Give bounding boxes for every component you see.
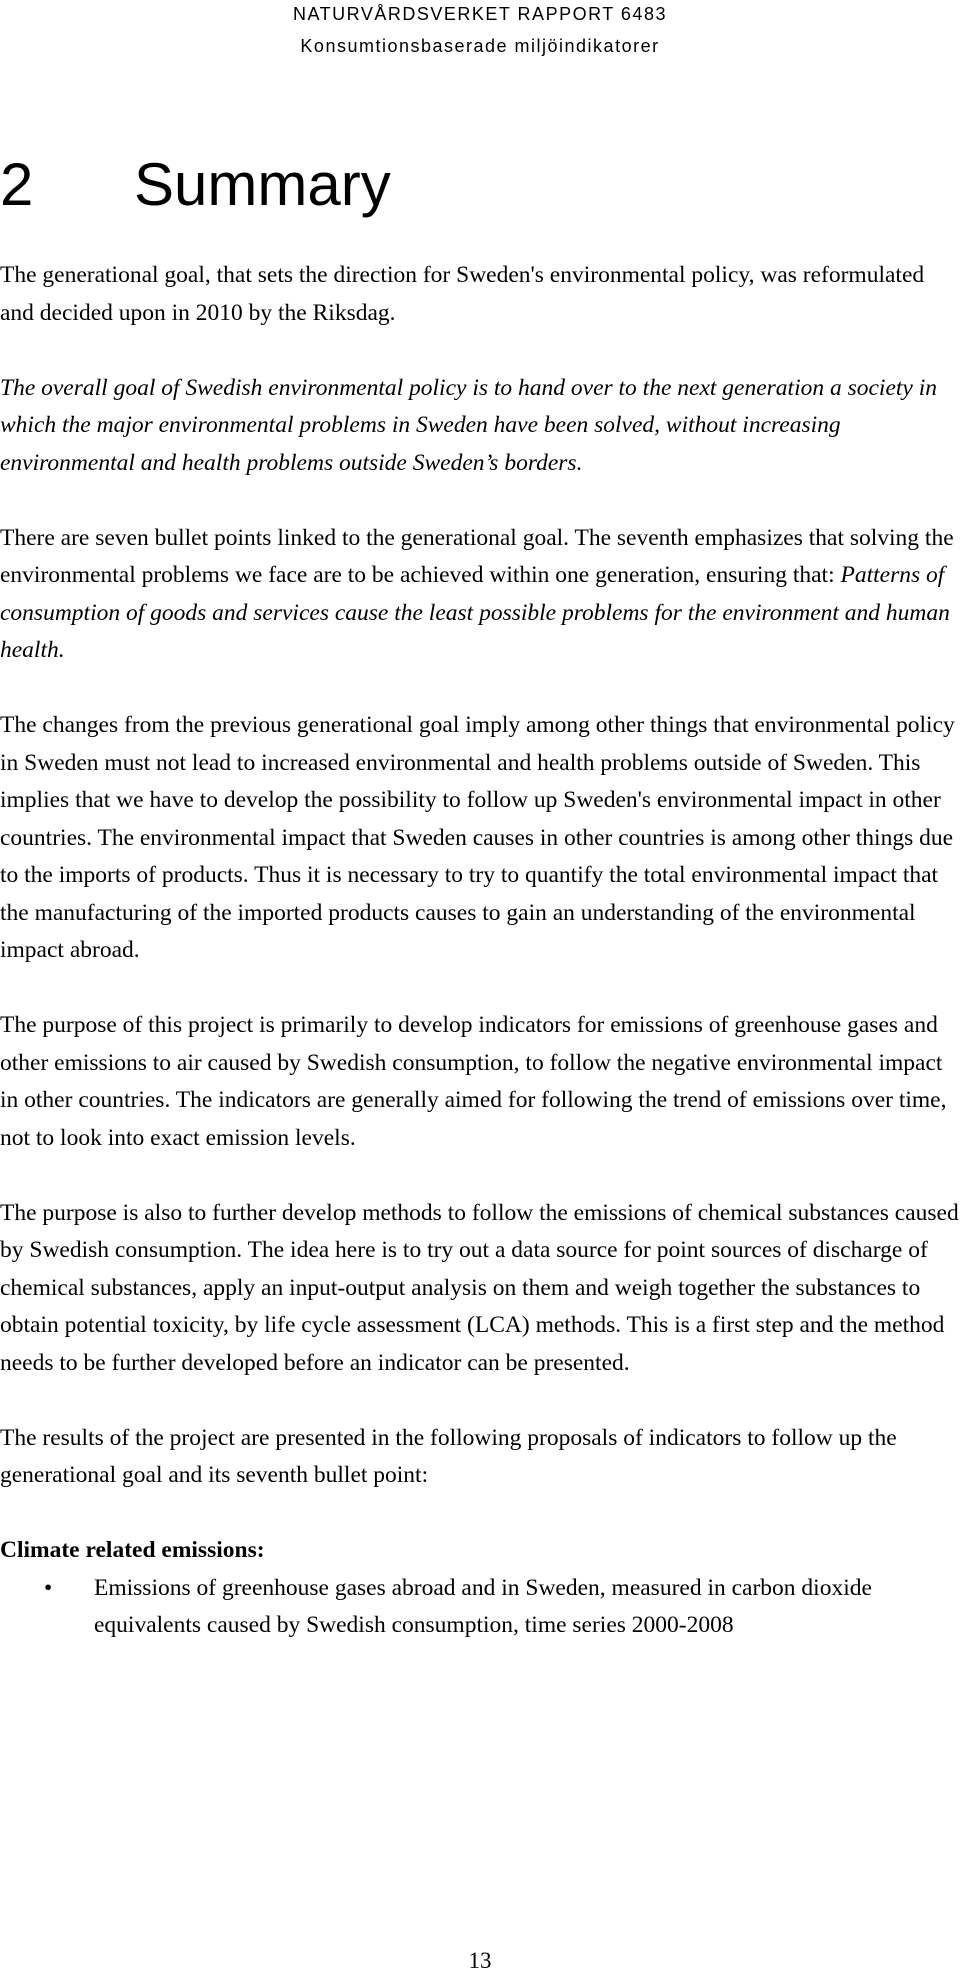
section-heading <box>0 150 391 220</box>
paragraph-purpose: The purpose of this project is primarily to develop indicators for emissions of greenhouse gases and other emissions to air caused by Swedish consumption, to follow the negative environmental impact in other countries. The indicators are generally aimed for following the trend of emissions over time, not to look into exact emission levels. <box>0 1012 947 1151</box>
paragraph-generational-goal: The generational goal, that sets the direction for Sweden's environmental policy, was reformulated and decided upon in 2010 by the Riksdag. <box>0 262 925 326</box>
paragraph-purpose-chemical: The purpose is also to further develop methods to follow the emissions of chemical substances caused by Swedish consumption. The idea here is to try out a data source for point sources of discharge of chemical substances, apply an input-output analysis on them and weigh together the substances to obtain potential toxicity, by life cycle assessment (LCA) methods. This is a first step and the method needs to be further developed before an indicator can be presented. <box>0 1199 959 1376</box>
page-number: 13 <box>468 1948 492 1973</box>
seventh-bullet-quote: Patterns of consumption of goods and services cause the least possible problems for the environment and human health. <box>0 562 950 663</box>
seven-bullets-text: There are seven bullet points linked to the generational goal. The seventh emphasizes that solving the environmental problems we face are to be achieved within one generation, ensuring that: <box>0 524 954 588</box>
list-item <box>0 1570 960 1645</box>
body-text <box>0 257 960 1645</box>
section-title: Summary <box>134 151 391 218</box>
list-item-text: Emissions of greenhouse gases abroad and in Sweden, measured in carbon dioxide equivalents caused by Swedish consumption, time series 2000-2008 <box>94 1574 872 1638</box>
paragraph-results: The results of the project are presented in the following proposals of indicators to follow up the generational goal and its seventh bullet point: <box>0 1424 897 1488</box>
report-title: NATURVÅRDSVERKET RAPPORT 6483 <box>293 4 667 24</box>
climate-heading: Climate related emissions: <box>0 1537 265 1563</box>
paragraph-seven-bullets <box>0 520 960 670</box>
paragraph-overall-goal: The overall goal of Swedish environmental policy is to hand over to the next generation a society in which the major environmental problems in Sweden have been solved, without increasing environmental and health problems outside Sweden’s borders. <box>0 374 937 476</box>
running-header <box>0 0 960 60</box>
section-number: 2 <box>0 151 34 218</box>
report-subtitle: Konsumtionsbaserade miljöindikatorer <box>300 36 660 56</box>
climate-list <box>0 1570 960 1645</box>
paragraph-changes: The changes from the previous generational goal imply among other things that environmental policy in Sweden must not lead to increased environmental and health problems outside of Sweden. This implies that we have to develop the possibility to follow up Sweden's environmental impact in other countries. The environmental impact that Sweden causes in other countries is among other things due to the imports of products. Thus it is necessary to try to quantify the total environmental impact that the manufacturing of the imported products causes to gain an understanding of the environmental impact abroad. <box>0 712 955 963</box>
bullet-icon: • <box>44 1574 53 1601</box>
